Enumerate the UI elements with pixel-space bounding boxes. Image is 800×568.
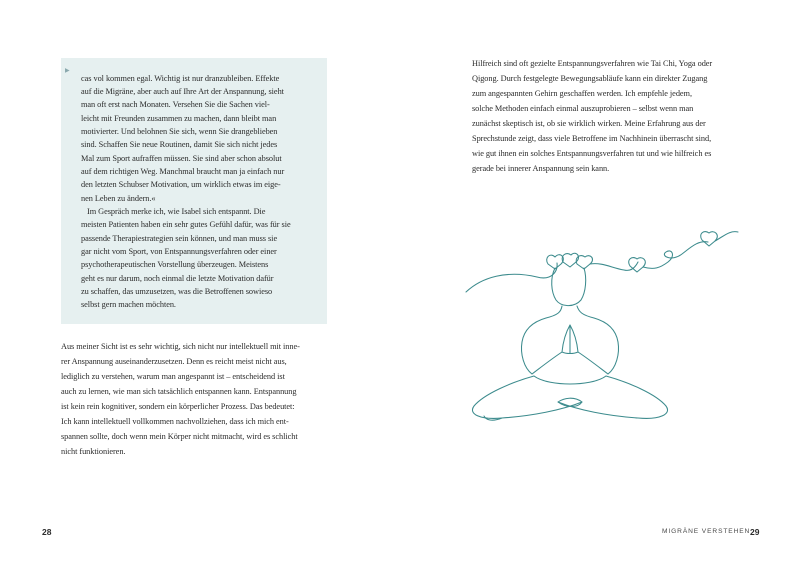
- body-line: solche Methoden einfach einmal auszuprobieren – selbst wenn man: [472, 104, 694, 113]
- body-line: lediglich zu verstehen, warum man angespannt ist – entscheidend ist: [61, 372, 285, 381]
- body-line: Ich kann intellektuell vollkommen nachvollziehen, dass ich mich ent-: [61, 417, 289, 426]
- body-line: zunächst skeptisch ist, ob sie wirklich wirken. Meine Erfahrung aus der: [472, 119, 706, 128]
- running-head: MIGRÄNE VERSTEHEN: [662, 528, 751, 535]
- box-line: nen Leben zu ändern.«: [81, 194, 156, 203]
- body-line: auch zu lernen, wie man sich tatsächlich entspannen kann. Entspannung: [61, 387, 297, 396]
- body-line: zum angespannten Gehirn geschaffen werden. Ich empfehle jedem,: [472, 89, 692, 98]
- body-line: rer Anspannung auseinanderzusetzen. Denn es reicht meist nicht aus,: [61, 357, 287, 366]
- box-line: passende Therapiestrategien sein können, und man muss sie: [81, 234, 278, 243]
- box-line: sind. Schaffen Sie neue Routinen, damit Sie sich nicht jedes: [81, 140, 278, 149]
- box-line: auf dem richtigen Weg. Manchmal braucht man ja einfach nur: [81, 167, 285, 176]
- box-line: leicht mit Freunden zusammen zu machen, dann bleibt man: [81, 114, 277, 123]
- body-line: wie gut ihnen ein solches Entspannungsverfahren tut und wie hilfreich es: [472, 149, 712, 158]
- box-line: man oft erst nach Monaten. Versehen Sie die Sachen viel-: [81, 100, 270, 109]
- body-line: Aus meiner Sicht ist es sehr wichtig, sich nicht nur intellektuell mit inne-: [61, 342, 300, 351]
- box-line: geht es nur darum, noch einmal die letzte Motivation dafür: [81, 274, 274, 283]
- body-line: Qigong. Durch festgelegte Bewegungsabläufe kann ein direkter Zugang: [472, 74, 708, 83]
- body-line: Sprechstunde zeigt, dass viele Betroffene im Nachhinein überrascht sind,: [472, 134, 712, 143]
- box-line: gar nicht vom Sport, von Entspannungsverfahren oder einer: [81, 247, 277, 256]
- meditating-figure-icon: [462, 222, 746, 436]
- body-line: spannen sollte, doch wenn mein Körper nicht mitmacht, wird es schlicht: [61, 432, 298, 441]
- box-line: motivierter. Und belohnen Sie sich, wenn Sie drangeblieben: [81, 127, 278, 136]
- body-line: ist kein rein kognitiver, sondern ein körperlicher Prozess. Das bedeutet:: [61, 402, 295, 411]
- box-line: auf die Migräne, aber auch auf Ihre Art der Anspannung, sieht: [81, 87, 284, 96]
- box-line: den letzten Schubser Motivation, um wirklich etwas im eige-: [81, 180, 281, 189]
- page-number-left: 28: [42, 527, 52, 537]
- box-line: Mal zum Sport aufraffen müssen. Sie sind aber schon absolut: [81, 154, 282, 163]
- box-line: psychotherapeutischen Vorstellung überzeugen. Meistens: [81, 260, 269, 269]
- body-line: gerade bei innerer Anspannung sein kann.: [472, 164, 610, 173]
- box-line: Im Gespräch merke ich, wie Isabel sich entspannt. Die: [87, 207, 266, 216]
- info-box: [61, 58, 327, 324]
- box-line: zu schaffen, das umzusetzen, was die Betroffenen sowieso: [81, 287, 273, 296]
- box-line: cas vol kommen egal. Wichtig ist nur dranzubleiben. Effekte: [81, 74, 280, 83]
- box-line: selbst gern machen möchten.: [81, 300, 176, 309]
- body-line: nicht funktionieren.: [61, 447, 126, 456]
- box-marker-icon: ▶: [65, 67, 70, 74]
- box-line: meisten Patienten haben ein sehr gutes Gefühl dafür, was für sie: [81, 220, 291, 229]
- page-number-right: 29: [750, 527, 760, 537]
- body-line: Hilfreich sind oft gezielte Entspannungsverfahren wie Tai Chi, Yoga oder: [472, 59, 713, 68]
